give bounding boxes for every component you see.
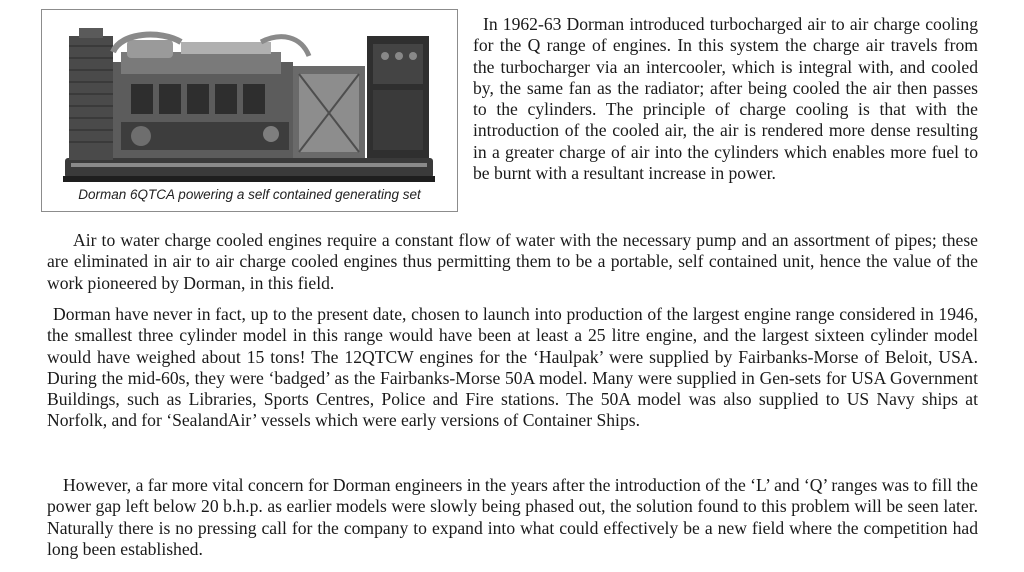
figure-caption: Dorman 6QTCA powering a self contained generating set [78, 187, 421, 202]
generator-set-photo [61, 22, 437, 186]
paragraph-air-to-water: Air to water charge cooled engines require a constant flow of water with the necessary pump and an assortment of pipes; these are eliminated in air to air charge cooled engines thus permitting them to be a portable, self contained unit, hence the value of the work pioneered by Dorman, in this field. [47, 230, 978, 293]
figure-box [41, 9, 458, 212]
paragraph-charge-cooling: In 1962-63 Dorman introduced turbocharged air to air charge cooling for the Q range of engines. In this system the charge air travels from the turbocharger via an intercooler, which is integral with, and cooled by, the same fan as the radiator; after being cooled the air then passes to the cylinders. The principle of charge cooling is that with the introduction of the cooled air, the air is rendered more dense resulting in a greater charge of air into the cylinders which enables more fuel to be burnt with a resultant increase in power. [473, 14, 978, 184]
paragraph-largest-engine-range: Dorman have never in fact, up to the present date, chosen to launch into production of the largest engine range considered in 1946, the smallest three cylinder model in this range would have been at least a 25 litre engine, and the largest sixteen cylinder model would have weighed about 15 tons! The 12QTCW engines for the ‘Haulpak’ were supplied by Fairbanks-Morse of Beloit, USA. During the mid-60s, they were ‘badged’ as the Fairbanks-Morse 50A model. Many were supplied in Gen-sets for USA Government Buildings, such as Libraries, Sports Centres, Police and Fire stations. The 50A model was also supplied to US Navy ships at Norfolk, and for ‘SealandAir’ vessels which were early versions of Container Ships. [47, 304, 978, 431]
paragraph-power-gap: However, a far more vital concern for Dorman engineers in the years after the introduction of the ‘L’ and ‘Q’ ranges was to fill the power gap left below 20 b.h.p. as earlier models were slowly being phased out, the solution found to this problem will be seen later. Naturally there is no pressing call for the company to expand into what could effectively be a new field where the competition had long been established. [47, 475, 978, 559]
